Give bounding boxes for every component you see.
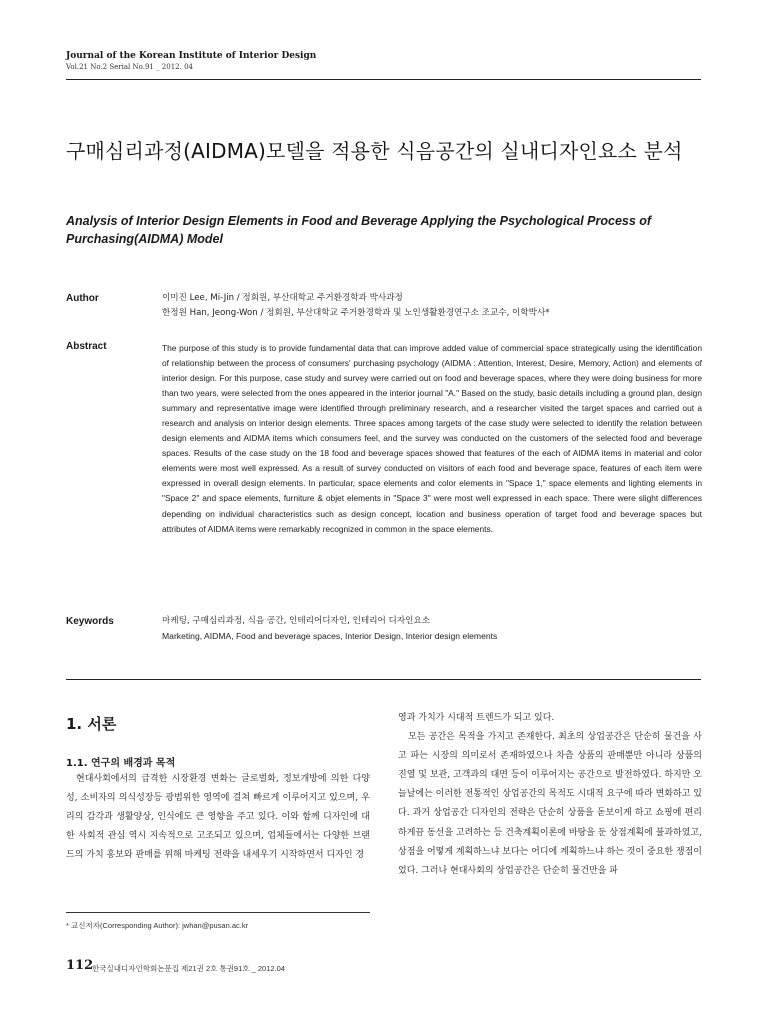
footnote-rule — [66, 912, 370, 913]
title-english: Analysis of Interior Design Elements in Food and Beverage Applying the Psychological Process of Purchasing(AIDMA) Model — [66, 214, 652, 246]
keywords-label: Keywords — [66, 616, 114, 627]
section-heading: 1. 서론 — [66, 715, 117, 733]
header-rule — [66, 79, 701, 80]
footnote: * 교신저자(Corresponding Author): jwhan@pusan.ac.kr — [66, 921, 249, 930]
body-left-column: 현대사회에서의 급격한 시장환경 변화는 글로벌화, 정보개방에 의한 다양성, 소비자의 의식성장등 광범위한 영역에 걸쳐 빠르게 이루어지고 있으며, 우리의 감각과 생활양상, 인식에도 큰 영향을 주고 있다. 이와 함께 디자인에 대한 사회적 관심 역시 지속적으로 고조되고 있으며, 업체들에서는 다양한 브랜드의 가치 홍보와 판매를 위해 마케팅 전략을 내세우기 시작하면서 디자인 경 — [66, 774, 370, 860]
footer-citation: 한국실내디자인학회논문집 제21권 2호 통권91호 _ 2012.04 — [92, 964, 285, 973]
subsection-heading: 1.1. 연구의 배경과 목적 — [66, 758, 176, 769]
abstract-text: The purpose of this study is to provide fundamental data that can improve added value of commercial space strategically using the identification of relationship between the process of consumers' purchasing psychology (AIDMA : Attention, Interest, Desire, Memory, Action) and elements of interior design. For this purpose, case study and survey were carried out on food and beverage spaces, where they were doing business for more than two years, were selected from the ones appeared in the interior journal "A." Based on the study, basic details including a ground plan, design summary and representative image were identified through preliminary research, and a researcher visited the target spaces and carried out a research and analysis on interior design elements. Three spaces among targets of the case study were selected to identify the relation between design elements and AIDMA items which consumers feel, and the survey was conducted on the customers of the selected food and beverage spaces. Results of the case study on the 18 food and beverage spaces showed that features of the each of AIDMA items in material and color elements were most well expressed. As a result of survey conducted on visitors of each food and beverage space, features of each item were expressed in overall design elements. In particular, space elements and color elements in "Space 1," space elements and lighting elements in "Space 2" and space elements, furniture & objet elements in "Space 3" were most well expressed in each space. There were slight differences depending on individual characteristics such as design concept, location and business operation of target food and beverage spaces but attributes of AIDMA items were remarkably recognized in common in the space elements. — [162, 343, 702, 534]
abstract-label: Abstract — [66, 341, 107, 352]
section-rule — [66, 679, 701, 680]
title-korean: 구매심리과정(AIDMA)모델을 적용한 식음공간의 실내디자인요소 분석 — [66, 139, 683, 163]
volume-info: Vol.21 No.2 Serial No.91 _ 2012. 04 — [66, 63, 193, 71]
body-right-paragraph-2: 모든 공간은 목적을 가지고 존재한다. 최초의 상업공간은 단순히 물건을 사고 파는 시장의 의미로서 존재하였으나 차츰 상품의 판매뿐만 아니라 상품의 진열 및 보관, 고객과의 대면 등이 이루어지는 공간으로 발전하였다. 하지만 오늘날에는 이러한 전통적인 상업공간의 목적도 시대적 요구에 따라 변화하고 있다. 과거 상업공간 디자인의 전략은 단순히 상품을 돋보이게 하고 쇼핑에 편리하게끔 동선을 고려하는 등 건축계획이론에 바탕을 둔 상점계획에 불과하였고, 상점을 어떻게 계획하느냐 보다는 어디에 계획하느냐 하는 것이 중요한 쟁점이었다. 그러나 현대사회의 상업공간은 단순히 물건만을 파 — [398, 732, 702, 876]
keywords-english: Marketing, AIDMA, Food and beverage spaces, Interior Design, Interior design elements — [162, 631, 498, 641]
keywords-korean: 마케팅, 구매심리과정, 식음 공간, 인테리어디자인, 인테리어 디자인요소 — [162, 616, 431, 626]
author-line-1: 이미진 Lee, Mi-Jin / 정회원, 부산대학교 주거환경학과 박사과정 — [162, 293, 403, 303]
page-number: 112 — [66, 958, 94, 973]
author-label: Author — [66, 293, 99, 304]
author-line-2: 한정원 Han, Jeong-Won / 정회원, 부산대학교 주거환경학과 및 노인생활환경연구소 조교수, 이학박사* — [162, 308, 550, 318]
body-right-column — [398, 709, 702, 881]
journal-name: Journal of the Korean Institute of Interior Design — [66, 51, 317, 61]
body-right-paragraph-1: 영과 가치가 시대적 트렌드가 되고 있다. — [398, 713, 555, 723]
